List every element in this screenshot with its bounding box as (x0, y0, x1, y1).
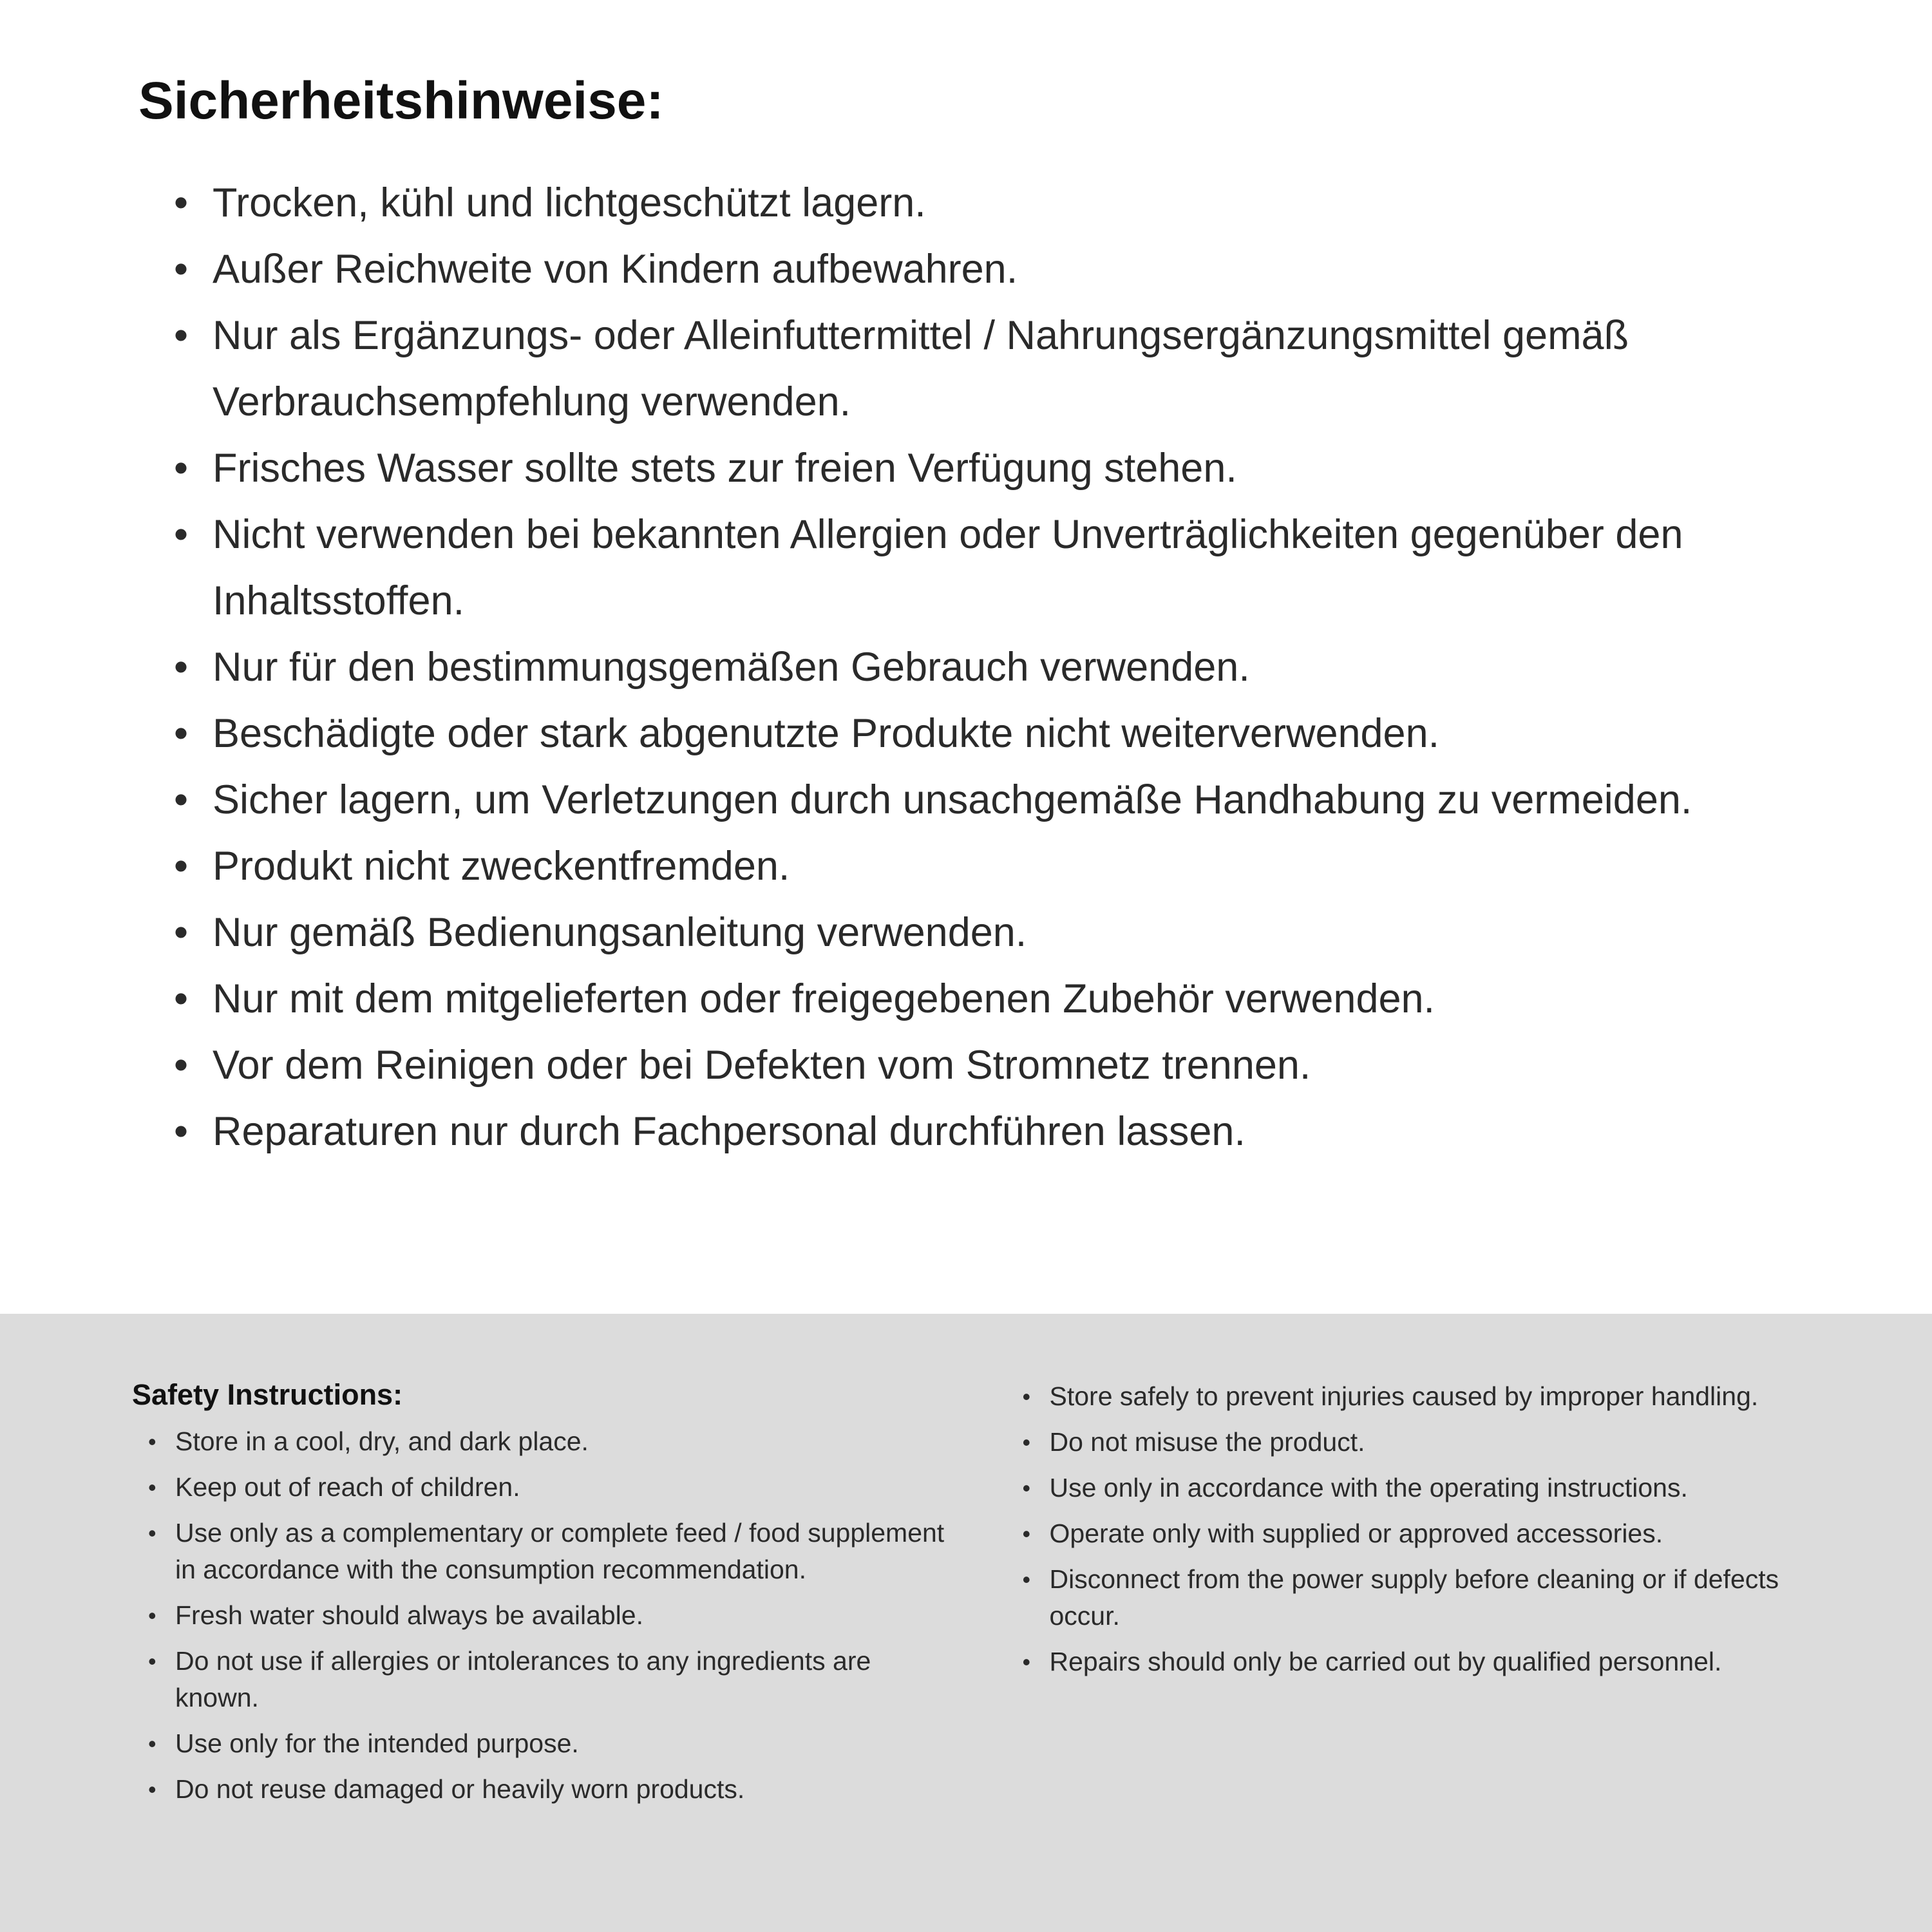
list-item: • Use only as a complementary or complete feed / food supplement in accordance with the consumption recommendation. (148, 1515, 945, 1588)
list-item: • Fresh water should always be available. (148, 1597, 945, 1634)
english-right-column (1023, 1378, 1836, 1932)
german-section-title: Sicherheitshinweise: (138, 71, 664, 130)
english-safety-list-right (1023, 1378, 1836, 1680)
english-safety-section (0, 1314, 1932, 1932)
list-item: • Keep out of reach of children. (148, 1469, 945, 1506)
english-left-column (132, 1378, 945, 1932)
german-safety-list (138, 170, 1842, 1165)
list-item: • Use only in accordance with the operating instructions. (1023, 1470, 1836, 1506)
list-item: • Disconnect from the power supply before cleaning or if defects occur. (1023, 1561, 1836, 1634)
list-item: • Vor dem Reinigen oder bei Defekten vom Stromnetz trennen. (174, 1032, 1842, 1099)
list-item: • Reparaturen nur durch Fachpersonal durchführen lassen. (174, 1099, 1842, 1165)
list-item: • Repairs should only be carried out by qualified personnel. (1023, 1643, 1836, 1680)
english-section-title: Safety Instructions: (132, 1378, 403, 1411)
list-item: • Do not reuse damaged or heavily worn products. (148, 1771, 945, 1808)
list-item: • Nicht verwenden bei bekannten Allergien oder Unverträglichkeiten gegenüber den Inhaltsstoffen. (174, 502, 1842, 634)
list-item: • Trocken, kühl und lichtgeschützt lagern. (174, 170, 1842, 236)
english-safety-list-left (132, 1423, 945, 1808)
list-item: • Sicher lagern, um Verletzungen durch unsachgemäße Handhabung zu vermeiden. (174, 767, 1842, 833)
list-item: • Nur mit dem mitgelieferten oder freigegebenen Zubehör verwenden. (174, 966, 1842, 1032)
list-item: • Nur als Ergänzungs- oder Alleinfuttermittel / Nahrungsergänzungsmittel gemäß Verbrauchsempfehlung verwenden. (174, 303, 1842, 435)
list-item: • Store safely to prevent injuries caused by improper handling. (1023, 1378, 1836, 1415)
list-item: • Frisches Wasser sollte stets zur freien Verfügung stehen. (174, 435, 1842, 502)
list-item: • Operate only with supplied or approved accessories. (1023, 1515, 1836, 1552)
list-item: • Do not misuse the product. (1023, 1424, 1836, 1461)
list-item: • Store in a cool, dry, and dark place. (148, 1423, 945, 1460)
list-item: • Nur für den bestimmungsgemäßen Gebrauch verwenden. (174, 634, 1842, 701)
list-item: • Use only for the intended purpose. (148, 1725, 945, 1762)
list-item: • Beschädigte oder stark abgenutzte Produkte nicht weiterverwenden. (174, 701, 1842, 767)
list-item: • Produkt nicht zweckentfremden. (174, 833, 1842, 900)
list-item: • Do not use if allergies or intolerances to any ingredients are known. (148, 1643, 945, 1716)
list-item: • Nur gemäß Bedienungsanleitung verwenden. (174, 900, 1842, 966)
list-item: • Außer Reichweite von Kindern aufbewahren. (174, 236, 1842, 303)
